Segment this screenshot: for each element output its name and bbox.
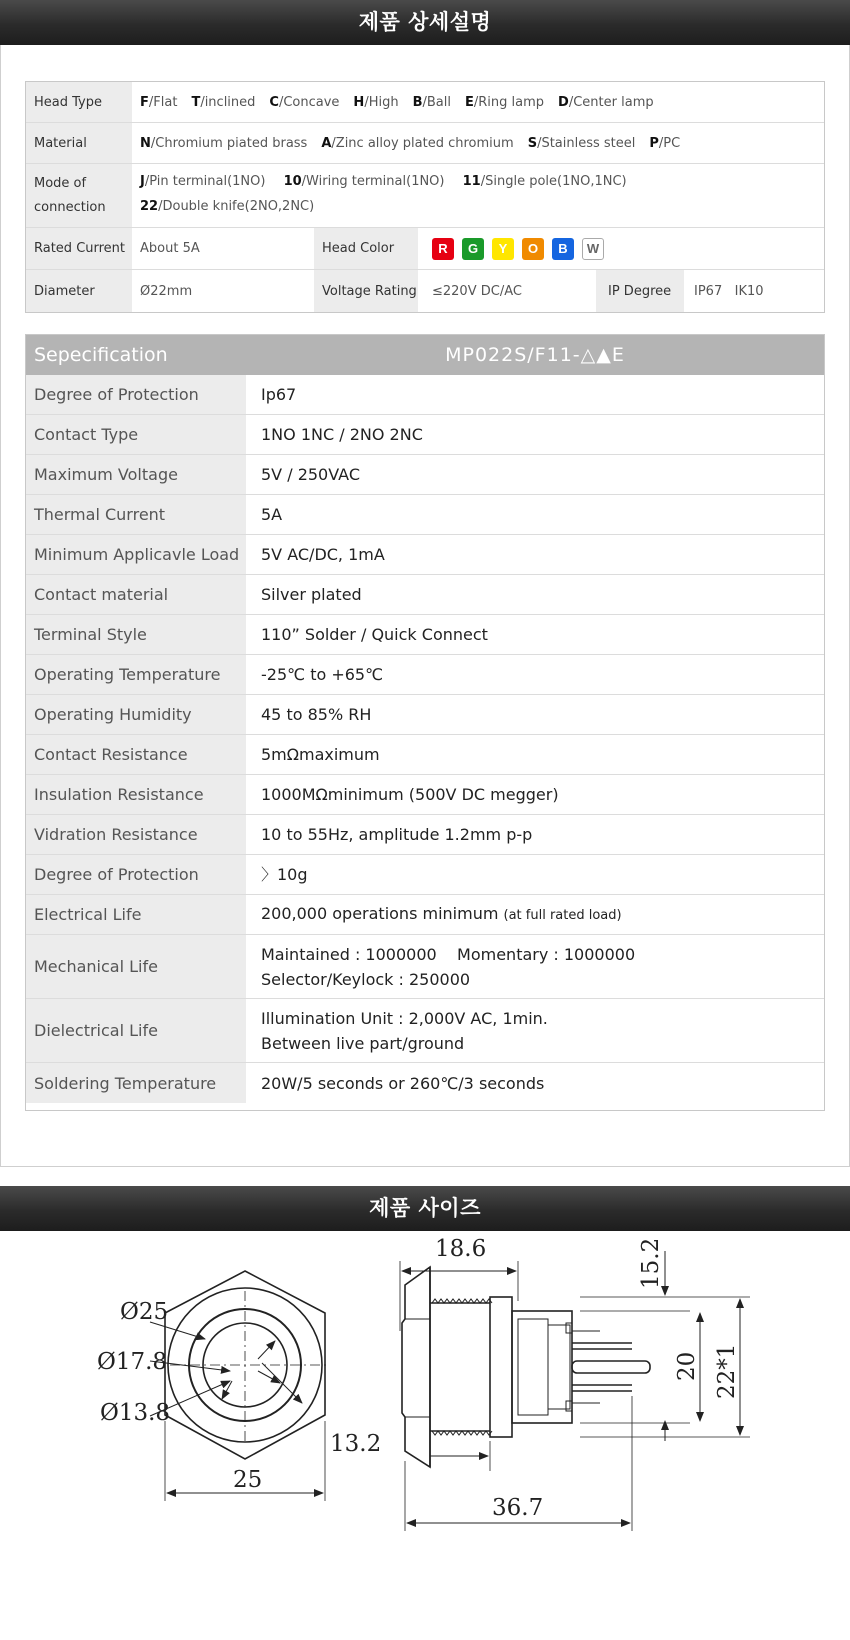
spec-row (26, 855, 824, 895)
dim-front-width: 25 (233, 1467, 263, 1493)
spec-row-value: 5V / 250VAC (261, 465, 360, 484)
mode-values-line2 (140, 199, 314, 214)
material-option: S/Stainless steel (527, 135, 636, 151)
spec-row-value: 5mΩmaximum (261, 745, 380, 764)
spec-row (26, 1063, 824, 1103)
spec-header-model: MP022S/F11-△▲E (445, 344, 625, 366)
spec-row-label: Minimum Applicavle Load (26, 535, 246, 574)
spec-row (26, 575, 824, 615)
head-color-label: Head Color (314, 228, 418, 269)
head-type-option: T/inclined (191, 94, 256, 110)
spec-row (26, 655, 824, 695)
diameter-row (26, 270, 824, 312)
mode-option: J/Pin terminal(1NO) (140, 174, 266, 189)
color-swatch-blue: B (552, 238, 574, 260)
spec-row-label: Degree of Protection (26, 375, 246, 414)
spec-row (26, 455, 824, 495)
color-swatch-white: W (582, 238, 604, 260)
spec-row-value: 5V AC/DC, 1mA (261, 545, 385, 564)
color-swatch-red: R (432, 238, 454, 260)
spec-row-value: 〉10g (261, 865, 308, 884)
head-type-option: B/Ball (412, 94, 451, 110)
specification-table (25, 334, 825, 1111)
spec-row-label: Thermal Current (26, 495, 246, 534)
rated-current-value: About 5A (140, 241, 200, 256)
spec-row (26, 535, 824, 575)
material-values (140, 123, 694, 163)
spec-row-label: Operating Temperature (26, 655, 246, 694)
ip-degree-value: IP67 IK10 (694, 283, 764, 299)
spec-row-label: Terminal Style (26, 615, 246, 654)
dim-thread-length: 13.2 (330, 1431, 382, 1457)
material-option: P/PC (649, 135, 681, 151)
mode-row (26, 164, 824, 228)
dim-outer-diameter: Ø25 (120, 1299, 169, 1325)
spec-row (26, 935, 824, 999)
color-swatch-green: G (462, 238, 484, 260)
spec-row-label: Electrical Life (26, 895, 246, 934)
rated-current-row (26, 228, 824, 270)
spec-row (26, 495, 824, 535)
color-swatch-yellow: Y (492, 238, 514, 260)
head-type-option: E/Ring lamp (465, 94, 545, 110)
spec-row-label: Insulation Resistance (26, 775, 246, 814)
head-type-option: C/Concave (269, 94, 340, 110)
spec-row-value: 200,000 operations minimum (at full rated load) (261, 904, 622, 923)
material-row (26, 123, 824, 164)
spec-header-label: Sepecification (34, 344, 168, 366)
spec-row (26, 415, 824, 455)
spec-row-value: Ip67 (261, 385, 297, 404)
spec-row (26, 375, 824, 415)
spec-row (26, 895, 824, 935)
spec-row (26, 815, 824, 855)
spec-row-value: Illumination Unit : 2,000V AC, 1min. Between live part/ground (261, 1008, 548, 1053)
mode-values-line1 (140, 174, 627, 189)
details-section-title: 제품 상세설명 (0, 0, 850, 45)
head-type-option: H/High (353, 94, 399, 110)
color-swatch-orange: O (522, 238, 544, 260)
voltage-rating-label: Voltage Rating (314, 270, 418, 312)
spec-header (26, 335, 824, 375)
head-type-row (26, 82, 824, 123)
spec-row-label: Vidration Resistance (26, 815, 246, 854)
dim-mid-diameter: Ø17.8 (97, 1349, 168, 1375)
head-type-option: F/Flat (140, 94, 178, 110)
mode-option: 11/Single pole(1NO,1NC) (462, 174, 627, 189)
mode-option: 10/Wiring terminal(1NO) (283, 174, 445, 189)
options-table (25, 81, 825, 313)
dimension-drawing-svg (0, 1231, 850, 1640)
spec-row-value: Silver plated (261, 585, 362, 604)
dim-pin-span: 20 (674, 1351, 700, 1381)
voltage-rating-value: ≤220V DC/AC (432, 283, 522, 299)
spec-row (26, 695, 824, 735)
spec-row-value: Maintained : 1000000 Momentary : 1000000 Selector/Keylock : 250000 (261, 944, 636, 989)
spec-row-value: 10 to 55Hz, amplitude 1.2mm p-p (261, 825, 533, 844)
head-type-values (140, 82, 668, 122)
size-section-title: 제품 사이즈 (0, 1186, 850, 1231)
spec-row-label: Mechanical Life (26, 935, 246, 998)
spec-row-label: Maximum Voltage (26, 455, 246, 494)
dimension-drawing (0, 1231, 850, 1640)
spec-row-label: Soldering Temperature (26, 1063, 246, 1103)
spec-row-label: Contact Resistance (26, 735, 246, 774)
material-label: Material (26, 123, 132, 163)
spec-row-label: Contact Type (26, 415, 246, 454)
spec-row-value: 1000MΩminimum (500V DC megger) (261, 785, 559, 804)
material-option: N/Chromium piated brass (140, 135, 308, 151)
material-option: A/Zinc alloy plated chromium (321, 135, 514, 151)
spec-row (26, 735, 824, 775)
mode-label: Mode of connection (26, 164, 132, 227)
diameter-label: Diameter (26, 270, 132, 312)
head-type-label: Head Type (26, 82, 132, 122)
ip-degree-label: IP Degree (596, 270, 684, 312)
spec-row-value: 20W/5 seconds or 260℃/3 seconds (261, 1073, 545, 1093)
head-color-swatches (432, 228, 612, 269)
dim-thread-diameter: 22*1 (714, 1343, 740, 1399)
side-view (400, 1251, 750, 1531)
spec-row-label: Degree of Protection (26, 855, 246, 894)
rated-current-label: Rated Current (26, 228, 132, 269)
spec-row (26, 999, 824, 1063)
spec-row-value: 5A (261, 505, 283, 524)
diameter-value: Ø22mm (140, 283, 193, 299)
spec-row-label: Contact material (26, 575, 246, 614)
spec-row-label: Dielectrical Life (26, 999, 246, 1062)
head-type-option: D/Center lamp (558, 94, 654, 110)
spec-row-label: Operating Humidity (26, 695, 246, 734)
spec-row (26, 615, 824, 655)
spec-row (26, 775, 824, 815)
spec-row-value: 110” Solder / Quick Connect (261, 625, 488, 644)
mode-option: 22/Double knife(2NO,2NC) (140, 199, 315, 214)
dim-top-offset: 15.2 (638, 1237, 664, 1289)
dim-head-length: 18.6 (435, 1236, 487, 1262)
dim-inner-diameter: Ø13.8 (100, 1400, 171, 1426)
spec-row-value: 45 to 85% RH (261, 705, 372, 724)
spec-row-value: 1NO 1NC / 2NO 2NC (261, 425, 423, 444)
dim-body-length: 36.7 (492, 1495, 544, 1521)
spec-row-value: -25℃ to +65℃ (261, 665, 384, 684)
